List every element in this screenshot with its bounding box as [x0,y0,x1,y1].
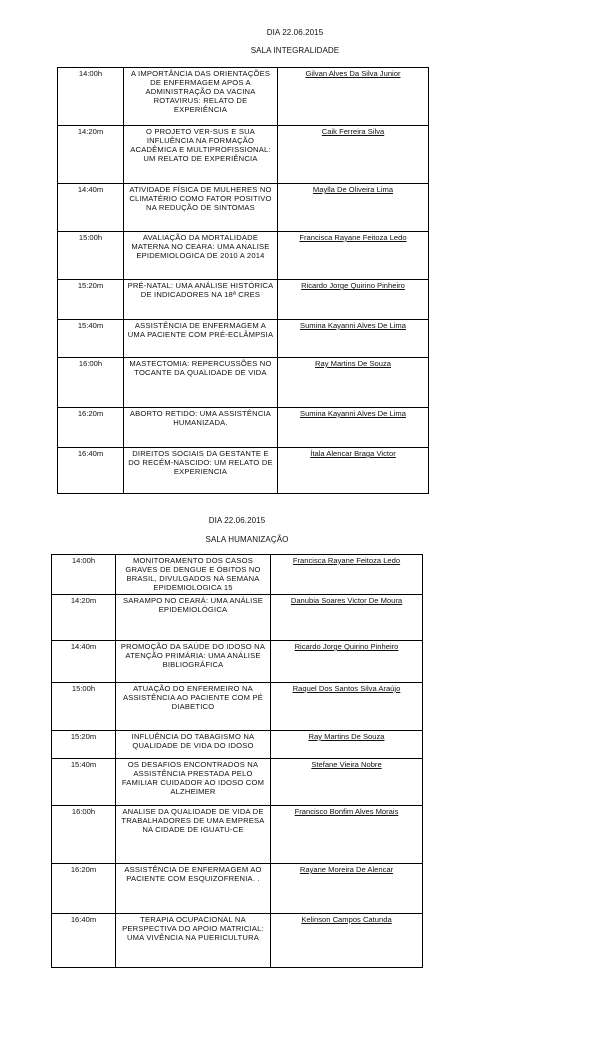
session-time: 16:40m [58,448,124,494]
session-title: ASSISTÊNCIA DE ENFERMAGEM A UMA PACIENTE COM PRÉ-ECLÂMPSIA [124,320,278,358]
table-row [52,914,423,968]
session-author-cell [271,806,423,864]
session-time: 14:00h [52,555,116,595]
session-author: Rayane Moreira De Alencar [299,865,394,874]
session-author-cell [278,358,429,408]
schedule-table-humanizacao [51,554,423,968]
session-author-cell [271,759,423,806]
session-title: ATUAÇÃO DO ENFERMEIRO NA ASSISTÊNCIA AO PACIENTE COM PÉ DIABETICO [116,683,271,731]
session-author-cell [271,683,423,731]
session-author: Ricardo Jorge Quirino Pinheiro [294,642,399,651]
table-row [58,358,429,408]
table-row [52,864,423,914]
session-author: Sumina Kayanni Alves De Lima [300,321,406,330]
session-author: Ricardo Jorge Quirino Pinheiro [301,281,405,290]
session-time: 14:40m [52,641,116,683]
session-author-cell [271,641,423,683]
table-row [52,759,423,806]
session-author-cell [271,595,423,641]
session-title: SARAMPO NO CEARÁ: UMA ANÁLISE EPIDEMIOLÓGICA [116,595,271,641]
session-author-cell [271,864,423,914]
table-row [58,126,429,184]
session-author-cell [278,232,429,280]
table-row [58,68,429,126]
session-author-cell [271,555,423,595]
session-title: MASTECTOMIA: REPERCUSSÕES NO TOCANTE DA QUALIDADE DE VIDA [124,358,278,408]
session-time: 16:00h [52,806,116,864]
session-title: OS DESAFIOS ENCONTRADOS NA ASSISTÊNCIA PRESTADA PELO FAMILIAR CUIDADOR AO IDOSO COM ALZHEIMER [116,759,271,806]
session-author: Ray Martins De Souza [308,732,385,741]
session-author: Francisca Rayane Feitoza Ledo [292,556,401,565]
session-time: 15:20m [58,280,124,320]
session-title: TERAPIA OCUPACIONAL NA PERSPECTIVA DO APOIO MATRICIAL: UMA VIVÊNCIA NA PUERICULTURA [116,914,271,968]
session-author-cell [278,320,429,358]
session-time: 16:40m [52,914,116,968]
session-author-cell [278,448,429,494]
section2-room-title: SALA HUMANIZAÇÃO [205,535,289,544]
table-row [58,280,429,320]
section1-date: DIA 22.06.2015 [266,28,324,37]
session-time: 14:40m [58,184,124,232]
session-author: Danubia Soares Victor De Moura [290,596,403,605]
table-row [58,320,429,358]
session-author: Francisca Rayane Feitoza Ledo [299,233,407,242]
table-row [52,683,423,731]
session-author: Maylla De Oliveira Lima [312,185,394,194]
session-author: Stefane Vieira Nobre [311,760,382,769]
session-title: AVALIAÇÃO DA MORTALIDADE MATERNA NO CEARA: UMA ANALISE EPIDEMIOLOGICA DE 2010 A 2014 [124,232,278,280]
table-row [58,408,429,448]
schedule-table-integralidade [57,67,429,494]
session-time: 16:20m [52,864,116,914]
session-author: Raquel Dos Santos Silva Araújo [292,684,401,693]
session-time: 16:00h [58,358,124,408]
session-time: 15:40m [52,759,116,806]
session-author-cell [271,731,423,759]
session-author: Ítala Alencar Braga Victor [310,449,396,458]
session-time: 15:00h [58,232,124,280]
session-author-cell [278,68,429,126]
table-row [58,448,429,494]
session-author: Gilvan Alves Da Silva Junior [305,69,401,78]
session-time: 15:20m [52,731,116,759]
session-author: Kelinson Campos Catunda [301,915,392,924]
session-author: Francisco Bonfim Alves Morais [294,807,399,816]
session-time: 15:00h [52,683,116,731]
table-row [58,184,429,232]
session-author: Sumina Kayanni Alves De Lima [300,409,406,418]
session-time: 16:20m [58,408,124,448]
session-title: ASSISTÊNCIA DE ENFERMAGEM AO PACIENTE COM ESQUIZOFRENIA. . [116,864,271,914]
session-time: 14:20m [52,595,116,641]
table-row [52,731,423,759]
session-author-cell [278,408,429,448]
session-title: O PROJETO VER-SUS E SUA INFLUÊNCIA NA FORMAÇÃO ACADÊMICA E MULTIPROFISSIONAL: UM RELATO DE EXPERIÊNCIA [124,126,278,184]
session-author-cell [278,126,429,184]
table-row [58,232,429,280]
session-author: Caik Ferreira Silva [321,127,385,136]
session-title: ANALISE DA QUALIDADE DE VIDA DE TRABALHADORES DE UMA EMPRESA NA CIDADE DE IGUATU-CE [116,806,271,864]
session-time: 14:20m [58,126,124,184]
session-title: PRÉ-NATAL: UMA ANÁLISE HISTÓRICA DE INDICADORES NA 18ª CRES [124,280,278,320]
session-title: PROMOÇÃO DA SAÚDE DO IDOSO NA ATENÇÃO PRIMÁRIA: UMA ANÁLISE BIBLIOGRÁFICA [116,641,271,683]
session-title: A IMPORTÂNCIA DAS ORIENTAÇÕES DE ENFERMAGEM APOS A ADMINISTRAÇÃO DA VACINA ROTAVIRUS: RELATO DE EXPERIÊNCIA [124,68,278,126]
session-author-cell [278,184,429,232]
session-author-cell [271,914,423,968]
section1-room-title: SALA INTEGRALIDADE [250,46,340,55]
session-title: ATIVIDADE FÍSICA DE MULHERES NO CLIMATÉRIO COMO FATOR POSITIVO NA REDUÇÃO DE SINTOMAS [124,184,278,232]
session-time: 14:00h [58,68,124,126]
table-row [52,641,423,683]
session-author: Ray Martins De Souza [315,359,391,368]
session-title: INFLUÊNCIA DO TABAGISMO NA QUALIDADE DE VIDA DO IDOSO [116,731,271,759]
session-title: DIREITOS SOCIAIS DA GESTANTE E DO RECÉM-NASCIDO: UM RELATO DE EXPERIENCIA [124,448,278,494]
session-author-cell [278,280,429,320]
table-row [52,806,423,864]
table-row [52,595,423,641]
session-time: 15:40m [58,320,124,358]
table-row [52,555,423,595]
session-title: ABORTO RETIDO: UMA ASSISTÊNCIA HUMANIZADA. [124,408,278,448]
section2-date: DIA 22.06.2015 [208,516,266,525]
session-title: MONITORAMENTO DOS CASOS GRAVES DE DENGUE E ÓBITOS NO BRASIL, DIVULGADOS NA SEMANA EPIDEMIOLOGICA 15 [116,555,271,595]
